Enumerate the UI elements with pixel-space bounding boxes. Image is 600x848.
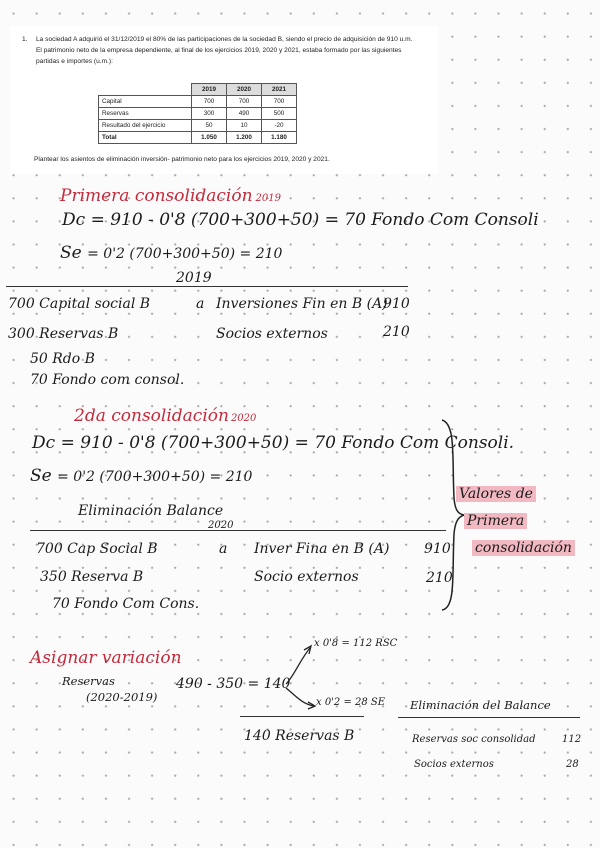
- row-label: Capital: [99, 96, 192, 108]
- first-debit-line: 70 Fondo com consol.: [30, 372, 185, 388]
- first-credit-line: Inversiones Fin en B (A): [216, 296, 388, 312]
- table-cell: 300: [192, 108, 227, 120]
- table-header-row: [99, 84, 297, 96]
- first-debit-line: 50 Rdo B: [30, 351, 95, 367]
- row-label: Resultado del ejercicio: [99, 120, 192, 132]
- se-formula: = 0'2 (700+300+50) = 210: [87, 246, 283, 262]
- table-header: 2019: [192, 84, 227, 96]
- note-line: [464, 513, 527, 529]
- variation-elimination-title: Eliminación del Balance: [410, 698, 551, 712]
- statement-prompt: Plantear los asientos de eliminación inversión- patrimonio neto para los ejercicios 2019, 2020 y 2021.: [34, 156, 330, 163]
- row-label: Reservas: [99, 108, 192, 120]
- second-debit-line: 700 Cap Social B: [36, 541, 158, 557]
- second-debit-line: 350 Reserva B: [40, 569, 144, 585]
- first-year-label: 2019: [176, 270, 212, 286]
- se-formula: = 0'2 (700+300+50) = 210: [57, 469, 253, 485]
- dc-symbol: Dc: [62, 210, 86, 230]
- row-label: Total: [99, 132, 192, 144]
- statement-number: 1.: [22, 36, 28, 43]
- note-highlight: Primera: [464, 513, 527, 529]
- second-credit-amount: 910: [424, 541, 451, 557]
- first-credit-line: Socios externos: [216, 326, 328, 342]
- first-journal-rule: [6, 286, 408, 287]
- table-total-row: [99, 132, 297, 144]
- dc-formula: = 910 - 0'8 (700+300+50) = 70 Fondo Com Consoli: [90, 210, 539, 230]
- table-cell: 1.050: [192, 132, 227, 144]
- table-cell: 500: [262, 108, 297, 120]
- first-consolidation-title: [60, 186, 281, 206]
- se-symbol: Se: [30, 466, 52, 486]
- dc-symbol: Dc: [32, 433, 56, 453]
- table-row: [99, 108, 297, 120]
- variation-credit-label: Reservas soc consolidad: [412, 734, 536, 745]
- variation-entry-debit: 140 Reservas B: [244, 728, 355, 744]
- first-dc-line: [62, 210, 539, 230]
- problem-statement-card: [10, 26, 438, 174]
- variation-credit-label: Socios externos: [414, 759, 494, 770]
- second-elimination-title: Eliminación Balance: [78, 503, 224, 519]
- first-title-text: Primera consolidación: [60, 186, 253, 206]
- equity-table: [98, 83, 297, 144]
- table-cell: 50: [192, 120, 227, 132]
- second-credit-connector: a: [219, 541, 228, 557]
- second-debit-line: 70 Fondo Com Cons.: [52, 596, 200, 612]
- se-symbol: Se: [60, 243, 82, 263]
- table-row: [99, 96, 297, 108]
- table-corner: [99, 84, 192, 96]
- table-cell: 700: [192, 96, 227, 108]
- variation-label: Reservas: [62, 674, 115, 688]
- variation-credit-amount: 112: [562, 734, 582, 745]
- table-header: 2020: [227, 84, 262, 96]
- second-year-label: 2020: [208, 520, 234, 531]
- variation-elimination-rule: [398, 717, 580, 718]
- variation-credit-amount: 28: [566, 759, 579, 770]
- table-cell: 490: [227, 108, 262, 120]
- first-credit-amount: 210: [383, 324, 410, 340]
- second-consolidation-title: [74, 406, 256, 426]
- table-cell: 700: [262, 96, 297, 108]
- first-credit-amount: 910: [383, 296, 410, 312]
- second-credit-line: Inver Fina en B (A): [254, 541, 390, 557]
- variation-entry-rule: [240, 716, 364, 717]
- table-cell: 1.200: [227, 132, 262, 144]
- variation-branch-up: x 0'8 = 112 RSC: [314, 638, 398, 649]
- table-cell: 1.180: [262, 132, 297, 144]
- note-line: [456, 486, 536, 502]
- note-line: [472, 540, 575, 556]
- second-title-text: 2da consolidación: [74, 406, 229, 426]
- problem-statement: [22, 34, 418, 68]
- second-title-year: 2020: [230, 413, 257, 424]
- second-credit-amount: 210: [426, 570, 453, 586]
- variation-calc: 490 - 350 = 140: [176, 676, 291, 692]
- variation-branch-down: x 0'2 = 28 SE: [316, 697, 386, 708]
- first-credit-connector: a: [196, 296, 205, 312]
- note-highlight: consolidación: [472, 540, 575, 556]
- statement-text: La sociedad A adquirió el 31/12/2019 el 80% de las participaciones de la sociedad B, siendo el precio de adquisición de 910 u.m. El patrimonio neto de la empresa dependiente, al final de los ejercicios 2019, 2020 y 2021, estaba formado por las siguientes partidas e importes (u.m.):: [36, 36, 413, 66]
- first-title-year: 2019: [255, 193, 281, 204]
- variation-title: Asignar variación: [30, 648, 182, 668]
- table-cell: 10: [227, 120, 262, 132]
- variation-label-years: (2020-2019): [86, 690, 158, 704]
- note-highlight: Valores de: [456, 486, 536, 502]
- table-cell: 700: [227, 96, 262, 108]
- second-journal-rule: [30, 530, 446, 531]
- first-debit-line: 700 Capital social B: [8, 296, 151, 312]
- table-header: 2021: [262, 84, 297, 96]
- first-se-line: [60, 243, 282, 263]
- first-debit-line: 300 Reservas B: [8, 326, 119, 342]
- table-cell: -20: [262, 120, 297, 132]
- table-row: [99, 120, 297, 132]
- second-credit-line: Socio externos: [254, 569, 359, 585]
- second-se-line: [30, 466, 252, 486]
- dc-formula: = 910 - 0'8 (700+300+50) = 70 Fondo Com Consoli.: [60, 433, 515, 453]
